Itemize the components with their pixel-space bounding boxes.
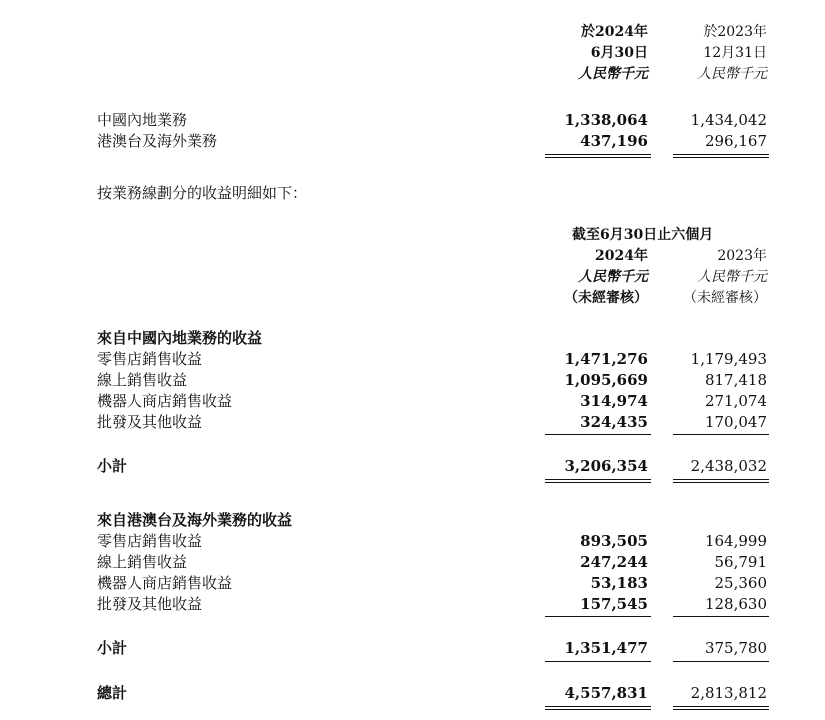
row-label: 機器人商店銷售收益: [97, 574, 233, 592]
row-label: 批發及其他收益: [97, 413, 203, 431]
section-title-overseas: 來自港澳台及海外業務的收益: [97, 511, 293, 529]
underline: [673, 661, 769, 662]
subtotal-value-2023: 2,438,032: [690, 457, 767, 475]
total-value-2024: 4,557,831: [564, 684, 648, 702]
row-value-2024: 157,545: [580, 595, 648, 613]
row-value-2024: 893,505: [580, 532, 648, 550]
row-value-2024: 324,435: [580, 413, 648, 431]
row-value-2024: 1,338,064: [564, 111, 648, 129]
row-value-2023: 128,630: [704, 595, 767, 613]
t1-c2-header-year: 於2023年: [703, 24, 767, 40]
row-value-2023: 271,074: [704, 392, 767, 410]
t1-c2-header-date: 12月31日: [703, 45, 767, 61]
t1-c1-header-year: 於2024年: [581, 24, 648, 40]
underline: [545, 616, 651, 617]
double-underline: [545, 154, 651, 158]
subtotal-value-2024: 3,206,354: [564, 457, 648, 475]
row-value-2023: 817,418: [704, 371, 767, 389]
subtotal-value-2023: 375,780: [704, 639, 767, 657]
row-value-2023: 25,360: [714, 574, 767, 592]
t1-c1-header-date: 6月30日: [590, 45, 648, 61]
row-label: 中國內地業務: [97, 111, 188, 129]
row-value-2023: 296,167: [704, 132, 767, 150]
row-label: 批發及其他收益: [97, 595, 203, 613]
row-value-2023: 164,999: [704, 532, 767, 550]
double-underline: [673, 479, 769, 483]
row-value-2023: 170,047: [704, 413, 767, 431]
t2-c2-header-year: 2023年: [717, 248, 767, 264]
row-value-2023: 1,434,042: [690, 111, 767, 129]
t2-c1-header-year: 2024年: [595, 248, 648, 264]
row-value-2023: 1,179,493: [690, 350, 767, 368]
t2-c2-header-unit: 人民幣千元: [697, 269, 767, 285]
t2-c1-header-unit: 人民幣千元: [578, 269, 648, 285]
period-header: 截至6月30日止六個月: [572, 227, 714, 243]
row-value-2024: 314,974: [580, 392, 648, 410]
subtotal-label: 小計: [97, 457, 128, 475]
row-label: 零售店銷售收益: [97, 350, 203, 368]
t1-c1-header-unit: 人民幣千元: [578, 66, 648, 82]
row-label: 線上銷售收益: [97, 553, 188, 571]
total-label: 總計: [97, 684, 128, 702]
t2-c2-header-audit: （未經審核）: [683, 290, 767, 306]
row-label: 線上銷售收益: [97, 371, 188, 389]
row-value-2024: 1,471,276: [564, 350, 648, 368]
underline: [545, 661, 651, 662]
row-value-2023: 56,791: [714, 553, 767, 571]
row-value-2024: 247,244: [580, 553, 648, 571]
double-underline: [673, 706, 769, 710]
row-label: 機器人商店銷售收益: [97, 392, 233, 410]
underline: [673, 434, 769, 435]
row-value-2024: 437,196: [580, 132, 648, 150]
underline: [673, 616, 769, 617]
row-value-2024: 53,183: [590, 574, 648, 592]
double-underline: [545, 706, 651, 710]
section-title-mainland: 來自中國內地業務的收益: [97, 329, 263, 347]
double-underline: [545, 479, 651, 483]
total-value-2023: 2,813,812: [690, 684, 767, 702]
row-label: 零售店銷售收益: [97, 532, 203, 550]
t2-c1-header-audit: （未經審核）: [564, 290, 648, 306]
underline: [545, 434, 651, 435]
t1-c2-header-unit: 人民幣千元: [697, 66, 767, 82]
subtotal-value-2024: 1,351,477: [564, 639, 648, 657]
intro-text: 按業務線劃分的收益明細如下：: [97, 184, 308, 202]
row-label: 港澳台及海外業務: [97, 132, 218, 150]
subtotal-label: 小計: [97, 639, 128, 657]
double-underline: [673, 154, 769, 158]
row-value-2024: 1,095,669: [564, 371, 648, 389]
